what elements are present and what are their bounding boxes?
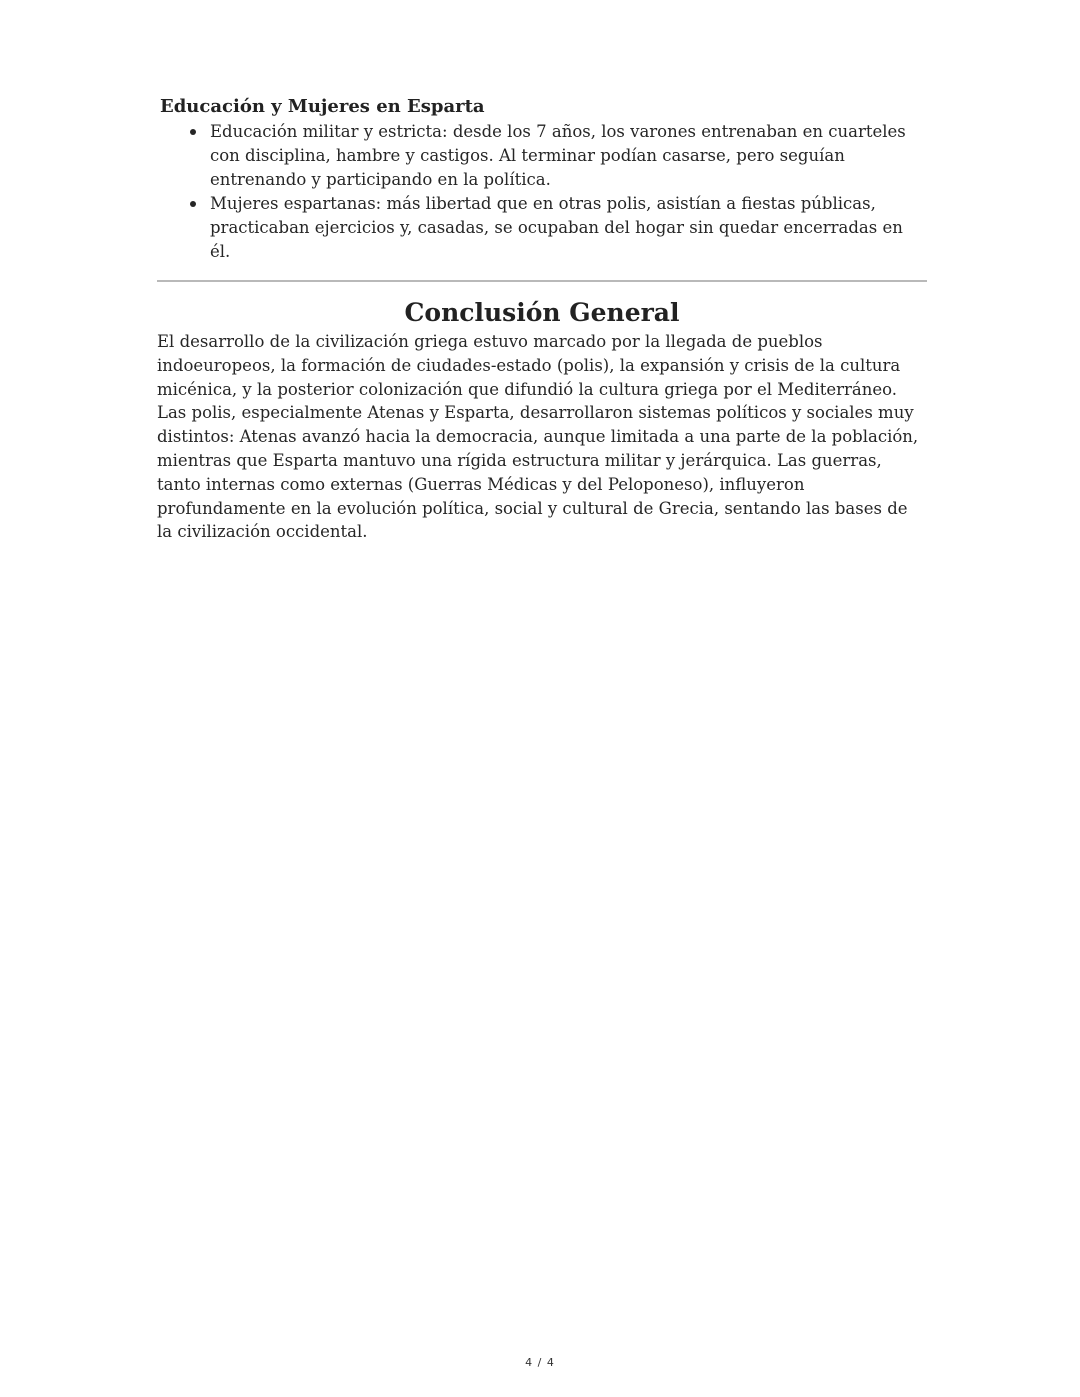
list-item: Mujeres espartanas: más libertad que en otras polis, asistían a fiestas públicas, practicaban ejercicios y, casadas, se ocupaban del hogar sin quedar encerradas en él. xyxy=(210,192,927,264)
horizontal-divider xyxy=(157,280,927,282)
page-number: 4 / 4 xyxy=(525,1356,555,1369)
list-item: Educación militar y estricta: desde los 7 años, los varones entrenaban en cuarteles con disciplina, hambre y castigos. Al terminar podían casarse, pero seguían entrenando y participando en la política. xyxy=(210,120,927,192)
conclusion-title: Conclusión General xyxy=(404,298,680,327)
page-content xyxy=(157,94,927,544)
bullet-list xyxy=(157,120,927,264)
section-heading: Educación y Mujeres en Esparta xyxy=(160,96,485,117)
conclusion-paragraph: El desarrollo de la civilización griega estuvo marcado por la llegada de pueblos indoeuropeos, la formación de ciudades-estado (polis), la expansión y crisis de la cultura micénica, y la posterior colonización que difundió la cultura griega por el Mediterráneo. Las polis, especialmente Atenas y Esparta, desarrollaron sistemas políticos y sociales muy distintos: Atenas avanzó hacia la democracia, aunque limitada a una parte de la población, mientras que Esparta mantuvo una rígida estructura militar y jerárquica. Las guerras, tanto internas como externas (Guerras Médicas y del Peloponeso), influyeron profundamente en la evolución política, social y cultural de Grecia, sentando las bases de la civilización occidental. xyxy=(157,332,919,542)
